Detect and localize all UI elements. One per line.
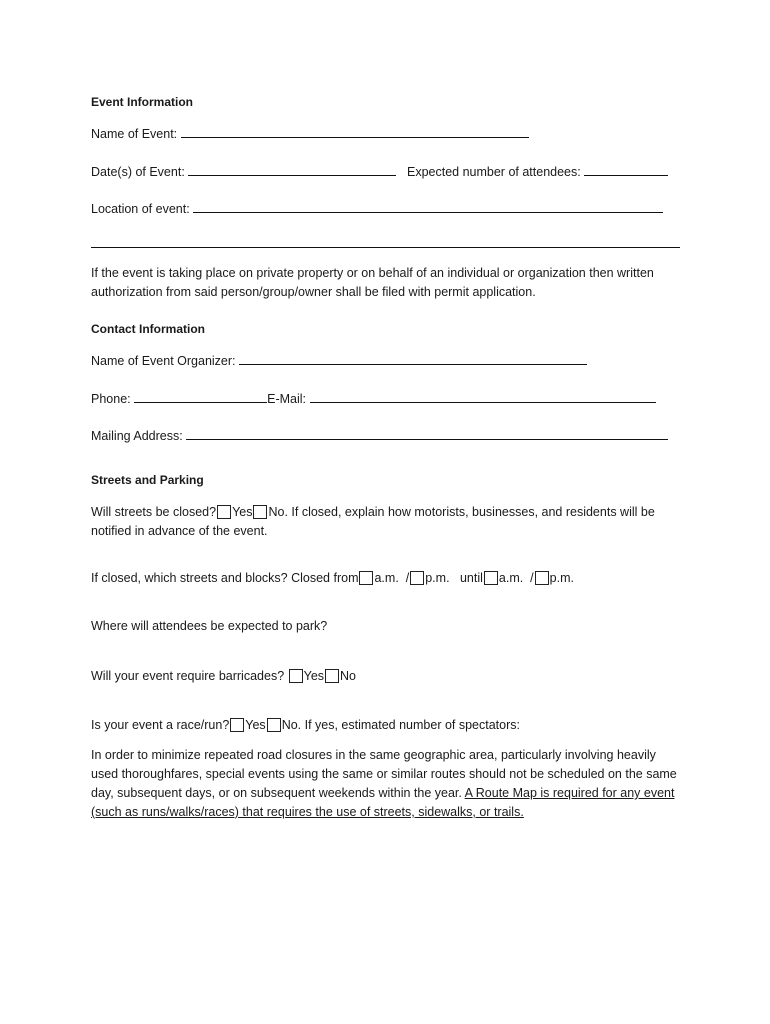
race-label: Is your event a race/run? [91,718,230,732]
mailing-row [91,426,668,443]
pm-label: p.m. [549,571,574,585]
race-no-checkbox[interactable] [267,718,281,732]
organizer-field[interactable] [239,351,587,365]
yes-label: Yes [245,718,266,732]
closed-from-am-checkbox[interactable] [359,571,373,585]
closure-note-text: In order to minimize repeated road closures in the same geographic area, particularly involving heavily used thoroughfares, special events using the same or similar routes should not be scheduled on the same day, subsequent days, or on subsequent weekends within the year. [91,748,677,800]
yes-label: Yes [232,505,253,519]
location-field-continued[interactable] [91,247,680,248]
race-question [91,718,520,732]
authorization-note: If the event is taking place on private property or on behalf of an individual or organization then written authorization from said person/group/owner shall be filed with permit application. [91,266,654,299]
streets-parking-heading: Streets and Parking [91,473,204,487]
phone-email-row [91,389,656,406]
am-label: a.m. [374,571,399,585]
attendees-label: Expected number of attendees: [407,165,581,179]
attendees-field[interactable] [584,162,668,176]
event-dates-label: Date(s) of Event: [91,165,185,179]
route-map-requirement: A Route Map is required for any event (such as runs/walks/races) that requires the use of streets, sidewalks, or trails. [91,786,675,819]
email-field[interactable] [310,389,656,403]
barricades-yes-checkbox[interactable] [289,669,303,683]
organizer-label: Name of Event Organizer: [91,354,236,368]
streets-closed-yes-checkbox[interactable] [217,505,231,519]
race-yes-checkbox[interactable] [230,718,244,732]
contact-information-heading: Contact Information [91,322,205,336]
yes-label: Yes [303,669,325,683]
until-label: until [459,571,483,585]
parking-question: Where will attendees be expected to park? [91,619,328,633]
no-label: No [268,505,285,519]
event-name-field[interactable] [181,124,529,138]
pm-label: p.m. [425,571,450,585]
streets-closed-question [91,503,681,541]
am-label: a.m. [498,571,524,585]
event-name-row [91,124,529,141]
no-label: No [281,718,298,732]
event-name-label: Name of Event: [91,127,178,141]
phone-label: Phone: [91,392,131,406]
streets-closed-no-checkbox[interactable] [253,505,267,519]
streets-closed-label: Will streets be closed? [91,505,217,519]
closed-until-am-checkbox[interactable] [484,571,498,585]
streets-closed-explain: . If closed, explain how motorists, businesses, and residents will be notified in advance of the event. [91,505,655,538]
organizer-row [91,351,587,368]
closed-from-pm-checkbox[interactable] [410,571,424,585]
mailing-label: Mailing Address: [91,429,183,443]
slash-label: / [530,571,534,585]
spectators-label: . If yes, estimated number of spectators: [297,718,520,732]
location-row [91,199,663,216]
email-label: E-Mail: [267,392,307,406]
event-dates-field[interactable] [188,162,396,176]
closed-blocks-label: If closed, which streets and blocks? Closed from [91,571,359,585]
closed-until-pm-checkbox[interactable] [535,571,549,585]
attendees-row [407,162,668,179]
closed-blocks-question [91,571,574,585]
closure-policy-note [91,746,681,822]
location-field[interactable] [193,199,663,213]
slash-label: / [405,571,410,585]
event-information-heading: Event Information [91,95,194,109]
no-label: No [340,669,357,683]
barricades-no-checkbox[interactable] [325,669,339,683]
location-label: Location of event: [91,202,190,216]
barricades-label: Will your event require barricades? [91,669,285,683]
barricades-question [91,669,356,683]
event-dates-row [91,162,396,179]
mailing-field[interactable] [186,426,668,440]
phone-field[interactable] [134,389,267,403]
